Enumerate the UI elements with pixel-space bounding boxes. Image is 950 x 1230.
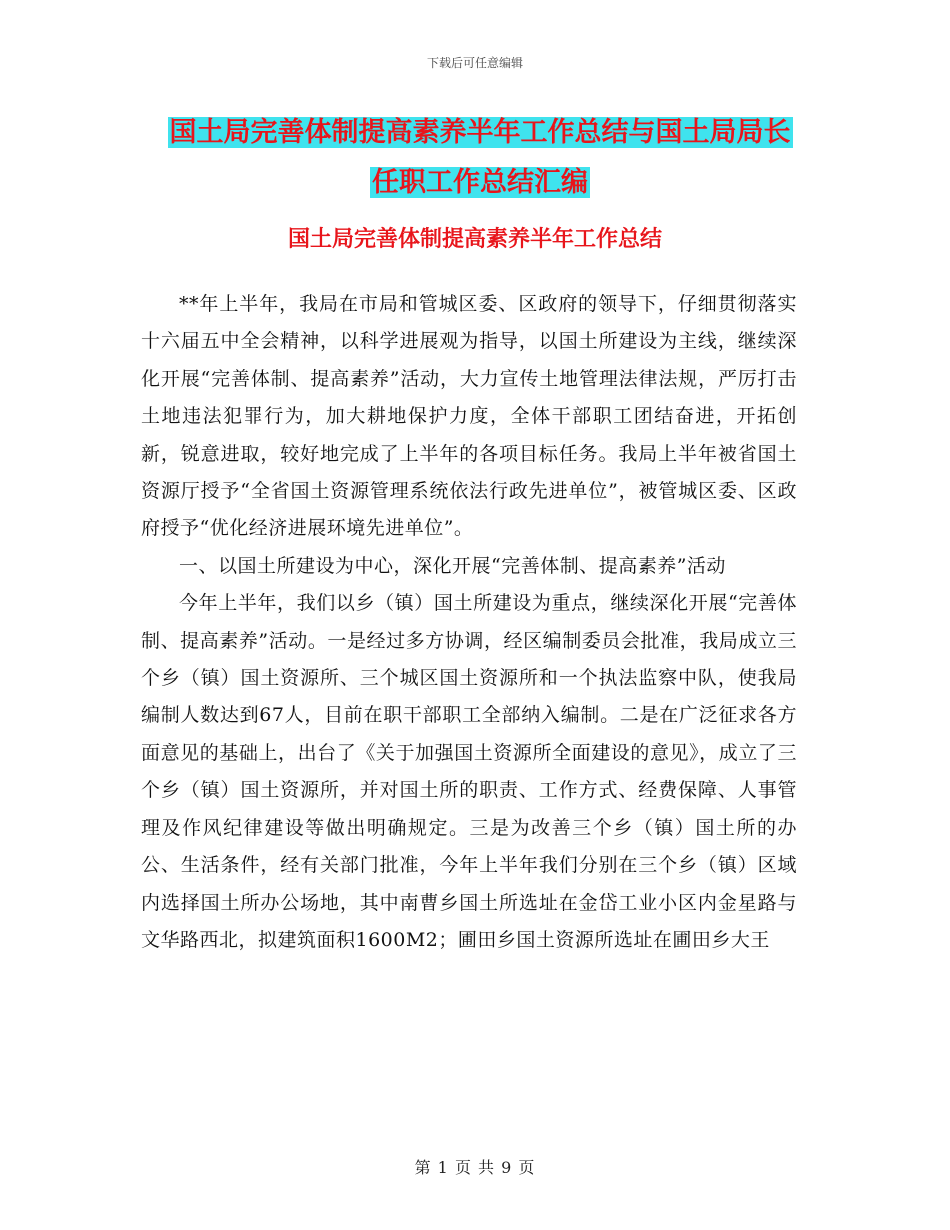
document-body — [141, 286, 797, 959]
document-title — [140, 108, 820, 208]
paragraph-heading-1: 一、以国土所建设为中心，深化开展“完善体制、提高素养”活动 — [179, 554, 726, 577]
page-indicator: 第 1 页 共 9 页 — [414, 1158, 536, 1177]
header-note: 下载后可任意编辑 — [426, 56, 523, 70]
paragraph-details: 今年上半年，我们以乡（镇）国土所建设为重点，继续深化开展“完善体制、提高素养”活动。一是经过多方协调，经区编制委员会批准，我局成立三个乡（镇）国土资源所、三个城区国土资源所和一个执法监察中队，使我局编制人数达到67人，目前在职干部职工全部纳入编制。二是在广泛征求各方面意见的基础上，出台了《关于加强国土资源所全面建设的意见》，成立了三个乡（镇）国土资源所，并对国土所的职责、工作方式、经费保障、人事管理及作风纪律建设等做出明确规定。三是为改善三个乡（镇）国土所的办公、生活条件，经有关部门批准，今年上半年我们分别在三个乡（镇）区域内选择国土所办公场地，其中南曹乡国土所选址在金岱工业小区内金星路与文华路西北，拟建筑面积1600M2；圃田乡国土资源所选址在圃田乡大王 — [141, 592, 797, 951]
section-title: 国土局完善体制提高素养半年工作总结 — [287, 227, 662, 252]
document-title-line-2: 任职工作总结汇编 — [372, 167, 588, 198]
paragraph-intro: **年上半年，我局在市局和管城区委、区政府的领导下，仔细贯彻落实十六届五中全会精神，以科学进展观为指导，以国土所建设为主线，继续深化开展“完善体制、提高素养”活动，大力宣传土地管理法律法规，严厉打击土地违法犯罪行为，加大耕地保护力度，全体干部职工团结奋进，开拓创新，锐意进取，较好地完成了上半年的各项目标任务。我局上半年被省国土资源厅授予“全省国土资源管理系统依法行政先进单位”，被管城区委、区政府授予“优化经济进展环境先进单位”。 — [141, 293, 797, 540]
document-title-line-1: 国土局完善体制提高素养半年工作总结与国土局局长 — [169, 117, 791, 148]
